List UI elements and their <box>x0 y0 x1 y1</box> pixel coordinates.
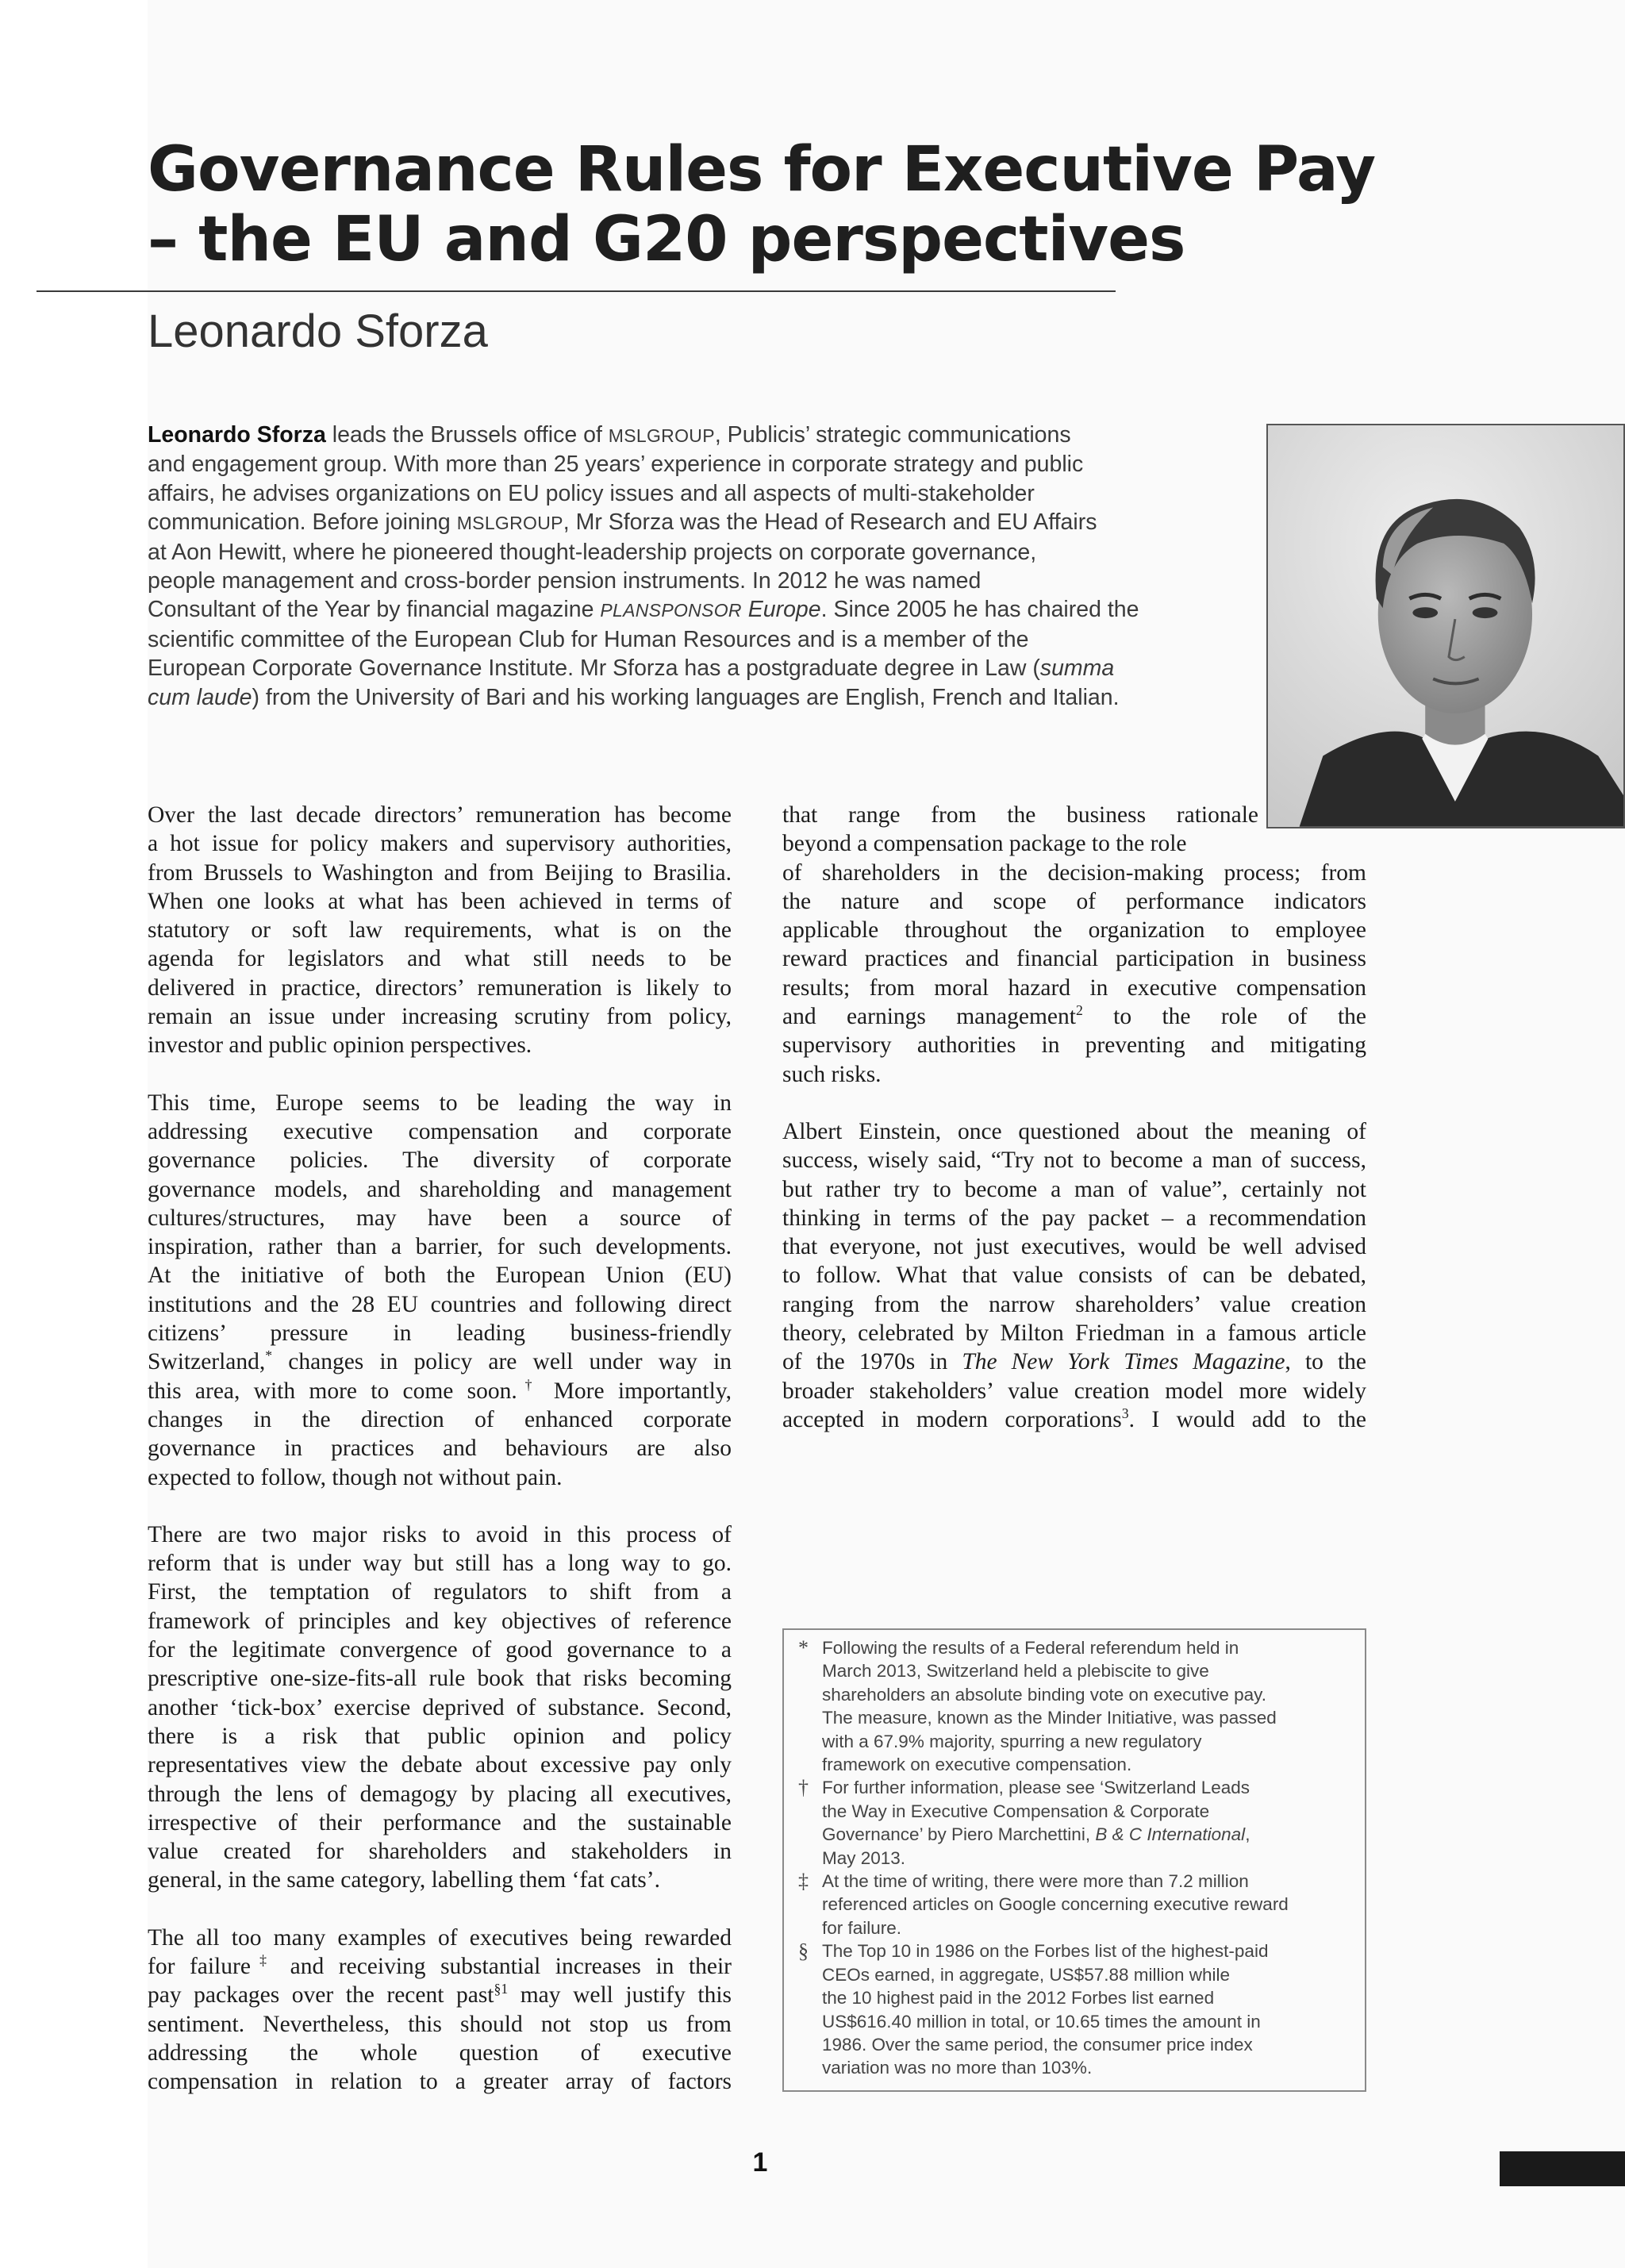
footnote <box>784 1776 1365 1870</box>
text-line: delivered in practice, directors’ remuneration is likely to <box>148 974 732 1001</box>
footnote <box>784 1870 1365 1939</box>
paragraph <box>148 801 732 1060</box>
footnote-ref[interactable]: §1 <box>494 1981 509 1997</box>
author-photo <box>1266 424 1625 828</box>
text-line: another ‘tick-box’ exercise deprived of substance. Second, <box>148 1694 732 1720</box>
paragraph <box>782 801 1366 1089</box>
author-portrait-image <box>1268 425 1623 827</box>
footnotes-box <box>782 1628 1366 2092</box>
text-line: The all too many examples of executives being rewarded <box>148 1924 732 1951</box>
footnote-line: US$616.40 million in total, or 10.65 times the amount in <box>822 2011 1261 2032</box>
footnote-line: Following the results of a Federal referendum held in <box>822 1638 1239 1658</box>
article-left-column <box>148 801 732 2124</box>
bio-line: and engagement group. With more than 25 years’ experience in corporate strategy and public <box>148 452 1084 478</box>
text-span: changes in policy are well under way in <box>272 1349 732 1375</box>
text-line <box>148 1981 732 2009</box>
title-line: – the EU and G20 perspectives <box>148 204 1185 275</box>
footnote <box>784 1636 1365 1776</box>
footnote-line: framework on executive compensation. <box>822 1755 1132 1775</box>
bio-name: Leonardo Sforza <box>148 422 326 448</box>
text-span: of the 1970s in <box>782 1349 962 1375</box>
bio-text: . Since 2005 he has chaired the <box>820 597 1139 623</box>
text-span: this area, with more to come soon. <box>148 1378 517 1404</box>
text-span: and earnings management <box>782 1004 1076 1030</box>
page-edge-tab <box>1500 2151 1625 2186</box>
text-line: governance models, and shareholding and management <box>148 1176 732 1202</box>
text-line: framework of principles and key objectives of reference <box>148 1608 732 1634</box>
text-line: representatives view the debate about excessive pay only <box>148 1752 732 1778</box>
text-line: to follow. What that value consists of can be debated, <box>782 1263 1366 1289</box>
text-line: At the initiative of both the European Union (EU) <box>148 1263 732 1289</box>
text-line: the nature and scope of performance indicators <box>782 888 1366 914</box>
paragraph <box>148 1924 732 2097</box>
text-line: such risks. <box>782 1061 882 1087</box>
text-line: inspiration, rather than a barrier, for such developments. <box>148 1234 732 1260</box>
paragraph <box>148 1520 732 1895</box>
text-line: through the lens of demagogy by placing all executives, <box>148 1781 732 1807</box>
text-line: Albert Einstein, once questioned about the meaning of <box>782 1118 1366 1144</box>
bio-line: people management and cross-border pension instruments. In 2012 he was named <box>148 568 982 594</box>
bio-text: , Mr Sforza was the Head of Research and EU Affairs <box>563 509 1097 536</box>
text-line: supervisory authorities in preventing and mitigating <box>782 1032 1366 1059</box>
text-span: for failure <box>148 1953 251 1979</box>
text-span: may well justify this <box>508 1982 732 2009</box>
footnote-line: March 2013, Switzerland held a plebiscite to give <box>822 1661 1209 1682</box>
bio-text: Consultant of the Year by financial magazine <box>148 597 594 623</box>
text-line: for the legitimate convergence of good governance to a <box>148 1637 732 1663</box>
bio-org: MSLGROUP <box>608 425 715 446</box>
text-line: applicable throughout the organization to employee <box>782 917 1366 944</box>
text-line: of shareholders in the decision-making process; from <box>782 859 1366 886</box>
footnote-line: May 2013. <box>822 1847 906 1868</box>
footnote-mark: § <box>798 1939 809 1963</box>
bio-text: ) from the University of Bari and his working languages are English, French and Italian. <box>252 684 1120 710</box>
footnote-line: for failure. <box>822 1917 902 1938</box>
footnote-mark: ‡ <box>798 1870 809 1893</box>
paragraph <box>782 1117 1366 1434</box>
text-span: . I would add to the <box>1128 1406 1366 1432</box>
text-line <box>782 1002 1366 1031</box>
footnote-ref[interactable]: 3 <box>1121 1405 1129 1422</box>
author-name: Leonardo Sforza <box>148 306 488 357</box>
text-span: Switzerland, <box>148 1349 266 1375</box>
text-line: that range from the business rationale <box>782 802 1258 828</box>
bio-text: summa <box>1039 655 1115 682</box>
text-line: investor and public opinion perspectives. <box>148 1032 532 1059</box>
footnote-mark: * <box>798 1636 809 1659</box>
footnote-line: At the time of writing, there were more than 7.2 million <box>822 1871 1249 1892</box>
text-line: governance in practices and behaviours are also <box>148 1436 732 1462</box>
publication-title: B & C International <box>1095 1824 1246 1845</box>
text-line: This time, Europe seems to be leading the way in <box>148 1090 732 1116</box>
text-span: pay packages over the recent past <box>148 1982 494 2009</box>
text-span: Governance’ by Piero Marchettini, <box>822 1824 1096 1845</box>
text-line <box>148 1377 732 1405</box>
bio-org: MSLGROUP <box>456 513 563 534</box>
text-line: that everyone, not just executives, would be well advised <box>782 1234 1366 1260</box>
text-line: theory, celebrated by Milton Friedman in a famous article <box>782 1320 1366 1347</box>
text-line: a hot issue for policy makers and supervisory authorities, <box>148 831 732 857</box>
bio-text: , Publicis’ strategic communications <box>714 422 1071 448</box>
footnote-line: For further information, please see ‘Switzerland Leads <box>822 1778 1250 1798</box>
footnote-line: shareholders an absolute binding vote on executive pay. <box>822 1684 1266 1705</box>
bio-magazine: PLANSPONSOR <box>600 600 742 621</box>
footnote <box>784 1939 1365 2079</box>
text-span: accepted in modern corporations <box>782 1406 1122 1432</box>
text-line: First, the temptation of regulators to shift from a <box>148 1579 732 1605</box>
text-span: More importantly, <box>540 1378 732 1404</box>
text-span: to the role of the <box>1082 1004 1367 1030</box>
footnote-line <box>822 1823 1365 1846</box>
text-line: changes in the direction of enhanced corporate <box>148 1406 732 1432</box>
text-line: prescriptive one-size-fits-all rule book that risks becoming <box>148 1666 732 1692</box>
paragraph <box>148 1089 732 1492</box>
bio-text: European Corporate Governance Institute. Mr Sforza has a postgraduate degree in Law ( <box>148 655 1040 682</box>
footnote-line: the 10 highest paid in the 2012 Forbes list earned <box>822 1988 1215 2009</box>
footnote-line: CEOs earned, in aggregate, US$57.88 million while <box>822 1964 1231 1985</box>
text-line: reform that is under way but still has a long way to go. <box>148 1551 732 1577</box>
text-line: statutory or soft law requirements, what is on the <box>148 917 732 944</box>
text-line: from Brussels to Washington and from Beijing to Brasilia. <box>148 859 732 886</box>
text-line: expected to follow, though not without pain. <box>148 1464 563 1490</box>
text-line <box>148 1952 732 1981</box>
article-title <box>148 135 1417 275</box>
page-number: 1 <box>752 2147 768 2178</box>
publication-title: The New York Times Magazine <box>962 1349 1285 1375</box>
footnote-ref[interactable]: † <box>517 1376 540 1393</box>
text-line: ranging from the narrow shareholders’ value creation <box>782 1291 1366 1317</box>
text-line: reward practices and financial participation in business <box>782 946 1366 972</box>
text-line: there is a risk that public opinion and policy <box>148 1723 732 1749</box>
text-line: but rather try to become a man of value”, certainly not <box>782 1176 1366 1202</box>
text-line: addressing executive compensation and corporate <box>148 1118 732 1144</box>
text-line: beyond a compensation package to the role <box>782 831 1187 857</box>
footnote-mark: † <box>798 1776 809 1800</box>
text-line: value created for shareholders and stakeholders in <box>148 1839 732 1865</box>
footnote-line: The measure, known as the Minder Initiative, was passed <box>822 1708 1277 1728</box>
text-line: cultures/structures, may have been a source of <box>148 1205 732 1231</box>
text-line: governance policies. The diversity of corporate <box>148 1147 732 1174</box>
title-line: Governance Rules for Executive Pay <box>148 134 1376 206</box>
text-span: , to the <box>1285 1349 1366 1375</box>
text-line: results; from moral hazard in executive compensation <box>782 974 1366 1001</box>
text-line: addressing the whole question of executive <box>148 2039 732 2066</box>
text-line: institutions and the 28 EU countries and following direct <box>148 1291 732 1317</box>
bio-magazine: Europe <box>747 597 821 623</box>
text-line: success, wisely said, “Try not to become a man of success, <box>782 1147 1366 1174</box>
article-right-column <box>782 801 1366 1463</box>
footnote-line: The Top 10 in 1986 on the Forbes list of the highest-paid <box>822 1941 1269 1962</box>
bio-text: communication. Before joining <box>148 509 451 536</box>
text-line <box>148 1347 732 1376</box>
bio-line: at Aon Hewitt, where he pioneered thought-leadership projects on corporate governance, <box>148 539 1037 565</box>
footnote-line: variation was no more than 103%. <box>822 2058 1093 2078</box>
footnote-ref[interactable]: * <box>265 1347 273 1364</box>
text-line: When one looks at what has been achieved in terms of <box>148 888 732 914</box>
text-line: compensation in relation to a greater array of factors <box>148 2069 732 2095</box>
text-span: , <box>1245 1824 1250 1845</box>
bio-line: affairs, he advises organizations on EU policy issues and all aspects of multi-stakeholder <box>148 480 1035 506</box>
text-span: and receiving substantial increases in their <box>275 1953 732 1979</box>
text-line: Over the last decade directors’ remuneration has become <box>148 802 732 828</box>
text-line: general, in the same category, labelling them ‘fat cats’. <box>148 1867 660 1893</box>
footnote-line: the Way in Executive Compensation & Corporate <box>822 1801 1210 1821</box>
text-line: broader stakeholders’ value creation model more widely <box>782 1378 1366 1404</box>
bio-line: scientific committee of the European Club for Human Resources and is a member of the <box>148 626 1029 652</box>
text-line: thinking in terms of the pay packet – a recommendation <box>782 1205 1366 1231</box>
text-line: sentiment. Nevertheless, this should not stop us from <box>148 2011 732 2037</box>
text-line: agenda for legislators and what still needs to be <box>148 946 732 972</box>
title-divider <box>36 290 1116 292</box>
footnote-line: with a 67.9% majority, spurring a new regulatory <box>822 1731 1202 1751</box>
text-line: citizens’ pressure in leading business-friendly <box>148 1320 732 1347</box>
text-line: irrespective of their performance and the sustainable <box>148 1809 732 1836</box>
author-bio <box>148 421 1243 712</box>
text-line <box>782 1347 1366 1376</box>
text-line: remain an issue under increasing scrutiny from policy, <box>148 1004 732 1030</box>
footnote-line: referenced articles on Google concerning executive reward <box>822 1894 1289 1915</box>
footnote-ref[interactable]: ‡ <box>250 1952 276 1969</box>
bio-text: leads the Brussels office of <box>332 422 602 448</box>
footnote-ref[interactable]: 2 <box>1075 1002 1083 1019</box>
text-line <box>782 1405 1366 1434</box>
footnote-line: 1986. Over the same period, the consumer price index <box>822 2034 1253 2055</box>
text-line: There are two major risks to avoid in this process of <box>148 1521 732 1547</box>
bio-text: cum laude <box>148 684 252 710</box>
